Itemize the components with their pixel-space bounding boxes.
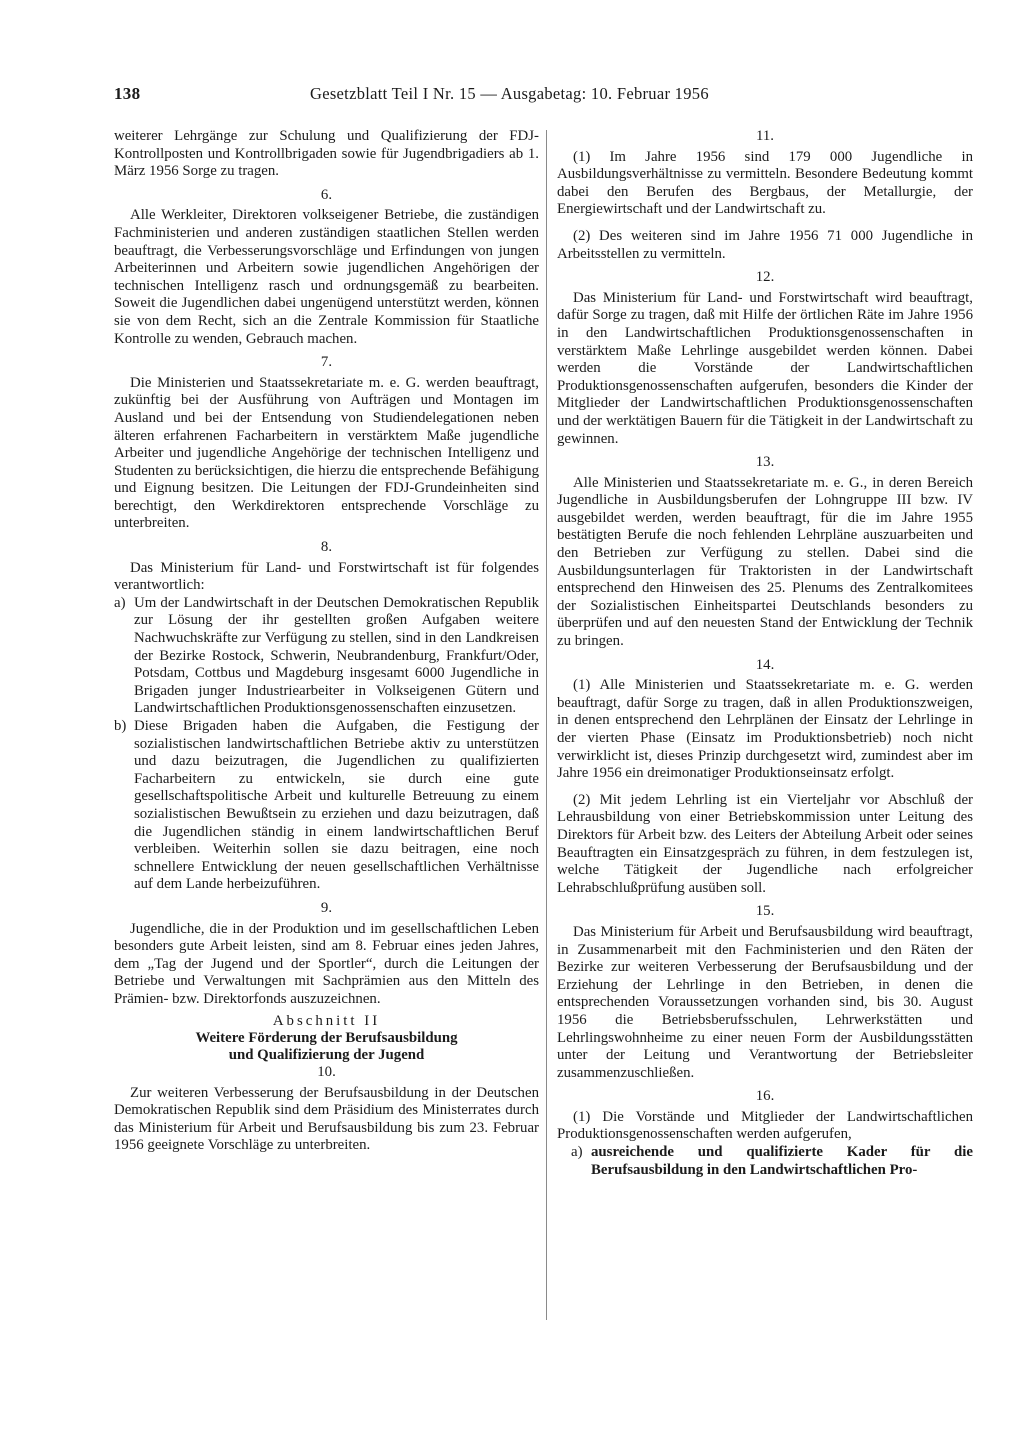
section-number-10: 10. <box>317 1064 336 1081</box>
list-marker: a) <box>571 1144 583 1161</box>
list-item <box>571 1144 973 1179</box>
section-number-13: 13. <box>755 454 775 471</box>
paragraph-13: Alle Ministerien und Staatssekretariate m. e. G., in deren Bereich Jugendliche in Ausbildungsberufen der Lohngruppe III bzw. IV ausgebildet werden, werden beauftragt, für die im Jahre 1955 bestätigten Berufe die noch fehlenden Lehrpläne auszuarbeiten und den Betrieben zur Verfügung zu stellen. Dabei sind die Ausbildungsunterlagen für Traktoristen in der Landwirtschaft entsprechend den Hinweisen des 25. Plenums des Zentralkomitees der Sozialistischen Einheitspartei Deutschlands besonders zu überprüfen und auf den neuesten Stand der Entwicklung der Technik zu bringen. <box>557 474 973 650</box>
paragraph-8: Das Ministerium für Land- und Forstwirtschaft ist für folgendes verantwortlich: <box>114 559 539 594</box>
section-number-12: 12. <box>755 269 775 286</box>
paragraph-8-list <box>114 595 539 894</box>
page-header <box>114 84 786 108</box>
paragraph-14-2: (2) Mit jedem Lehrling ist ein Vierteljahr vor Abschluß der Lehrausbildung von einer Betriebskommission unter Leitung des Direktors für Arbeit bzw. des Leiters der Abteilung Arbeit oder seines Beauftragten ein Einsatzgespräch zu führen, in dem festzulegen ist, welche Tätigkeit der Jugendliche nach erfolgreicher Lehrabschlußprüfung ausüben soll. <box>557 791 973 896</box>
paragraph-14-1: (1) Alle Ministerien und Staatssekretariate m. e. G. werden beauftragt, dafür Sorge zu tragen, daß in allen Produktionszweigen, in denen entsprechend den Lehrplänen der Einsatz der Lehrlinge in der vierten Phase (Einsatz im Produktionsbetrieb) noch nicht verwirklicht ist, dieses Prinzip durchgesetzt wird, zumindest aber im Jahre 1956 ein dreimonatiger Produktionseinsatz erfolgt. <box>557 677 973 782</box>
list-item-text: Um der Landwirtschaft in der Deutschen Demokratischen Republik zur Lösung der ihr gestellten großen Aufgaben weitere Nachwuchskräfte zur Verfügung zu stellen, sind in den Landkreisen der Bezirke Rostock, Schwerin, Neubrandenburg, Frankfurt/Oder, Potsdam, Cottbus und Magdeburg insgesamt 6000 Jugendliche in Brigaden junger Industriearbeiter in Volkseigenen Gütern und Landwirtschaftlichen Produktionsgenossenschaften einzusetzen. <box>134 594 539 717</box>
list-item-text: ausreichende und qualifizierte Kader für die Berufsausbildung in den Landwirtschaftlichen Pro- <box>591 1144 973 1178</box>
column-divider <box>546 130 547 1320</box>
left-column <box>114 128 539 1155</box>
section-number-7: 7. <box>320 354 333 371</box>
section-subtitle-line-1: Weitere Förderung der Berufsausbildung <box>195 1030 458 1047</box>
intro-paragraph: weiterer Lehrgänge zur Schulung und Qualifizierung der FDJ-Kontrollposten und Kontrollbrigaden sowie für Jugendbrigadiers ab 1. März 1956 Sorge zu tragen. <box>114 128 539 180</box>
section-number-9: 9. <box>320 899 333 916</box>
page-number: 138 <box>114 84 141 103</box>
section-subtitle-line-2: und Qualifizierung der Jugend <box>228 1047 425 1064</box>
list-marker: a) <box>114 594 126 611</box>
list-item <box>114 595 539 718</box>
paragraph-15: Das Ministerium für Arbeit und Berufsausbildung wird beauftragt, in Zusammenarbeit mit den Fachministerien und den Räten der Bezirke zur weiteren Verbesserung der Berufsausbildung und der Erziehung der Lehrlinge in den Betrieben, in denen die entsprechenden Voraussetzungen vorhanden sind, bis 30. August 1956 die Betriebsberufsschulen, Lehrwerkstätten und Lehrlingswohnheime zu einer neuen Form der Ausbildungsstätten unter der Leitung und Verantwortung der Betriebsleiter zusammenzuschließen. <box>557 923 973 1081</box>
paragraph-10: Zur weiteren Verbesserung der Berufsausbildung in der Deutschen Demokratischen Republik sind dem Präsidium des Ministerrates durch das Ministerium für Arbeit und Berufsausbildung bis zum 23. Februar 1956 geeignete Vorschläge zu unterbreiten. <box>114 1084 539 1154</box>
section-number-16: 16. <box>755 1088 775 1105</box>
list-item-text: Diese Brigaden haben die Aufgaben, die Festigung der sozialistischen landwirtschaftlichen Betriebe aktiv zu unterstützen und dazu beizutragen, die Jugendlichen zu qualifizierten Facharbeitern zu entwickeln, sie durch eine gute gesellschaftspolitische Arbeit und kulturelle Betreuung zu einem sozialistischen Bewußtsein zu erziehen und dazu beizutragen, daß die Jugendlichen ständig in einem landwirtschaftlichen Beruf verbleiben. Weiterhin sollen sie dazu beitragen, eine noch schnellere Entwicklung der neuen gesellschaftlichen Verhältnisse auf dem Lande herbeizuführen. <box>134 718 539 893</box>
paragraph-7: Die Ministerien und Staatssekretariate m. e. G. werden beauftragt, zukünftig bei der Ausführung von Aufträgen und Montagen im Ausland und bei der Entsendung von Studiendelegationen neben älteren erfahrenen Facharbeitern in verstärktem Maße jugendliche Arbeiter und jugendliche Angehörige der technischen Intelligenz und Studenten zu berücksichtigen, die hierzu die entsprechende Befähigung und Eignung besitzen. Die Leitungen der FDJ-Grundeinheiten sind berechtigt, den Werkdirektoren entsprechende Vorschläge zu unterbreiten. <box>114 374 539 532</box>
right-column <box>557 128 973 1179</box>
running-title: Gesetzblatt Teil I Nr. 15 — Ausgabetag: 10. Februar 1956 <box>310 84 709 103</box>
section-number-11: 11. <box>755 128 774 144</box>
paragraph-12: Das Ministerium für Land- und Forstwirtschaft wird beauftragt, dafür Sorge zu tragen, daß mit Hilfe der örtlichen Räte im Jahre 1956 in den Landwirtschaftlichen Produktionsgenossenschaften in verstärktem Maße Lehrlinge ausgebildet werden können. Dabei werden die Vorstände der Landwirtschaftlichen Produktionsgenossenschaften aufgerufen, besonders die Kinder der Mitglieder der Landwirtschaftlichen Produktionsgenossenschaften und der werktätigen Bauern für die Tätigkeit in der Landwirtschaft zu gewinnen. <box>557 289 973 447</box>
paragraph-11-2: (2) Des weiteren sind im Jahre 1956 71 000 Jugendliche in Arbeitsstellen zu vermitteln. <box>557 227 973 262</box>
section-number-14: 14. <box>755 656 775 673</box>
paragraph-9: Jugendliche, die in der Produktion und im gesellschaftlichen Leben besonders gute Arbeit leisten, sind am 8. Februar eines jeden Jahres, dem „Tag der Jugend und der Sportler“, durch die Leitungen der Betriebe und Verwaltungen mit Sachprämien aus den Mitteln des Prämien- bzw. Direktorfonds auszuzeichnen. <box>114 920 539 1007</box>
section-number-15: 15. <box>755 903 775 920</box>
paragraph-11-1: (1) Im Jahre 1956 sind 179 000 Jugendliche in Ausbildungsverhältnisse zu vermitteln. Besondere Bedeutung kommt dabei den Berufen des Bergbaus, der Metallurgie, der Energiewirtschaft und der Landwirtschaft zu. <box>557 148 973 218</box>
section-heading: Abschnitt II <box>272 1012 381 1029</box>
list-item <box>114 718 539 894</box>
paragraph-6: Alle Werkleiter, Direktoren volkseigener Betriebe, die zuständigen Fachministerien und anderen zuständigen staatlichen Stellen werden beauftragt, die Verbesserungsvorschläge und Erfindungen von jungen Arbeiterinnen und Arbeitern sowie jugendlichen Angehörigen der technischen Intelligenz rasch und ordnungsgemäß zu bearbeiten. Soweit die Jugendlichen dabei ungenügend unterstützt werden, können sie von dem Recht, sich an die Zentrale Kommission für Staatliche Kontrolle zu wenden, Gebrauch machen. <box>114 207 539 347</box>
section-number-6: 6. <box>320 186 333 203</box>
paragraph-16-list <box>557 1144 973 1179</box>
section-number-8: 8. <box>320 539 333 556</box>
paragraph-16-1: (1) Die Vorstände und Mitglieder der Landwirtschaftlichen Produktionsgenossenschaften werden aufgerufen, <box>557 1108 973 1143</box>
list-marker: b) <box>114 718 127 734</box>
